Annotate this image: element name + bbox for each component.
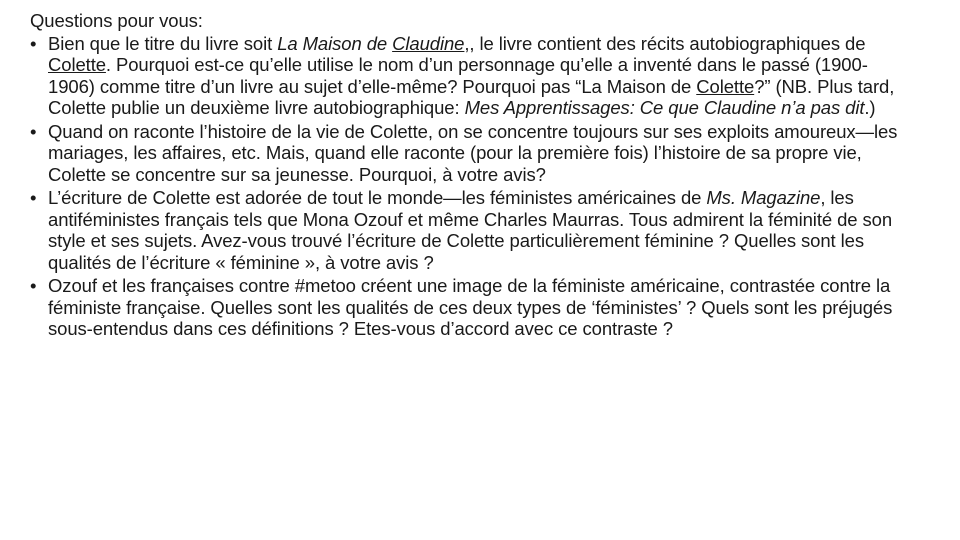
bullet-icon: • bbox=[30, 32, 37, 54]
q1-title-claudine: Claudine bbox=[392, 32, 465, 54]
q4-text: Ozouf et les françaises contre #metoo créent une image de la féministe américaine, contrastée contre la féministe française. Quelles sont les qualités de ces deux types de ‘féministes’ ? Quels sont les préjugés sous-entendus dans ces définitions ? Etes-vous d’accord avec ce contraste ? bbox=[48, 275, 893, 339]
question-1 bbox=[30, 33, 900, 119]
question-4 bbox=[30, 275, 900, 340]
q1-text-c: . Pourquoi est-ce qu’elle utilise le nom d’un personnage qu’elle a inventé dans le passé (1900-1906) comme titre d’un livre au sujet d’elle-même? Pourquoi pas “La Maison de bbox=[48, 54, 868, 97]
bullet-icon: • bbox=[30, 187, 37, 208]
question-3 bbox=[30, 187, 900, 273]
q1-text-b: , le livre contient des récits autobiographiques de bbox=[469, 32, 866, 54]
q3-ms-magazine: Ms. Magazine bbox=[706, 187, 821, 208]
q1-text-d: ?” (NB. Plus tard, Colette publie un deuxième livre autobiographique: bbox=[48, 75, 895, 118]
q1-comma: , bbox=[464, 32, 470, 54]
q1-book-title bbox=[277, 33, 464, 54]
bullet-icon: • bbox=[30, 275, 37, 296]
bullet-icon: • bbox=[30, 120, 37, 142]
q1-title-part: La Maison de bbox=[277, 32, 393, 54]
q2-text: Quand on raconte l’histoire de la vie de Colette, on se concentre toujours sur ses exploits amoureux—les mariages, les affaires, etc. Mais, quand elle raconte (pour la première fois) l’histoire de sa propre vie, Colette se concentre sur sa jeunesse. Pourquoi, à votre avis? bbox=[48, 120, 898, 185]
questions-heading: Questions pour vous: bbox=[30, 10, 203, 31]
q1-text-a: Bien que le titre du livre soit bbox=[48, 32, 278, 54]
q1-colette-2: Colette bbox=[696, 75, 755, 97]
q3-text-a: L’écriture de Colette est adorée de tout le monde—les féministes américaines de bbox=[48, 187, 707, 208]
q1-text-e: .) bbox=[864, 97, 876, 118]
q1-colette-1: Colette bbox=[48, 54, 106, 75]
q3-text-b: , les antiféministes français tels que Mona Ozouf et même Charles Maurras. Tous admirent la féminité de son style et ses sujets. Avez-vous trouvé l’écriture de Colette particulièrement féminine ? Quelles sont les qualités de l’écriture « féminine », à votre avis ? bbox=[48, 187, 893, 273]
q1-mes-apprentissages: Mes Apprentissages: Ce que Claudine n’a pas dit bbox=[464, 97, 865, 118]
question-2 bbox=[30, 121, 900, 186]
questions-list bbox=[30, 33, 900, 340]
